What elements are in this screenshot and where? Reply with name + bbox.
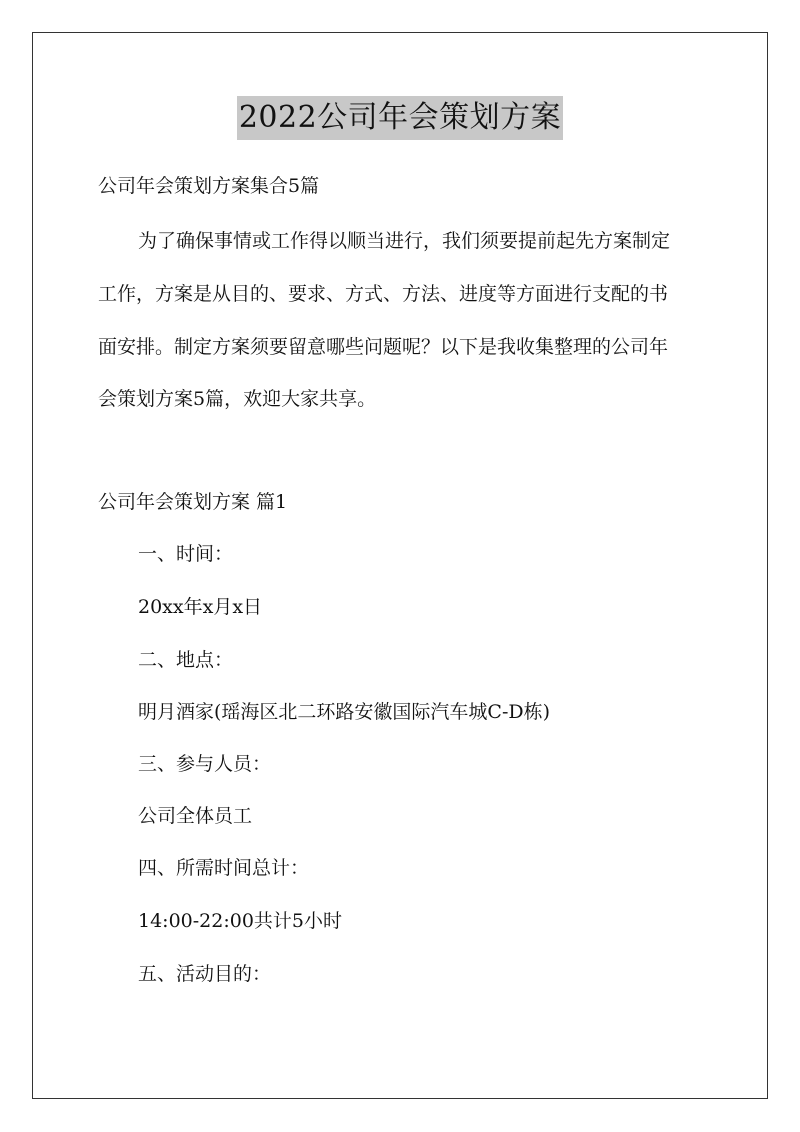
list-item: 四、所需时间总计：	[138, 857, 310, 879]
document-subtitle: 公司年会策划方案集合5篇	[98, 175, 320, 197]
list-item: 明月酒家(瑶海区北二环路安徽国际汽车城C-D栋)	[138, 701, 551, 723]
list-item: 公司全体员工	[138, 805, 253, 827]
list-item: 二、地点：	[138, 649, 234, 671]
list-item: 三、参与人员：	[138, 753, 272, 775]
title-container	[0, 96, 800, 140]
list-item: 一、时间：	[138, 543, 234, 565]
intro-line-1: 为了确保事情或工作得以顺当进行，我们须要提前起先方案制定	[138, 230, 671, 252]
intro-line-4: 会策划方案5篇，欢迎大家共享。	[98, 388, 377, 410]
list-item: 五、活动目的：	[138, 963, 272, 985]
intro-line-2: 工作，方案是从目的、要求、方式、方法、进度等方面进行支配的书	[98, 283, 669, 305]
section-heading: 公司年会策划方案 篇1	[98, 491, 288, 513]
list-item: 14:00-22:00共计5小时	[138, 910, 343, 932]
document-title: 2022公司年会策划方案	[237, 96, 563, 140]
list-item: 20xx年x月x日	[138, 596, 263, 618]
intro-line-3: 面安排。制定方案须要留意哪些问题呢？以下是我收集整理的公司年	[98, 336, 669, 358]
